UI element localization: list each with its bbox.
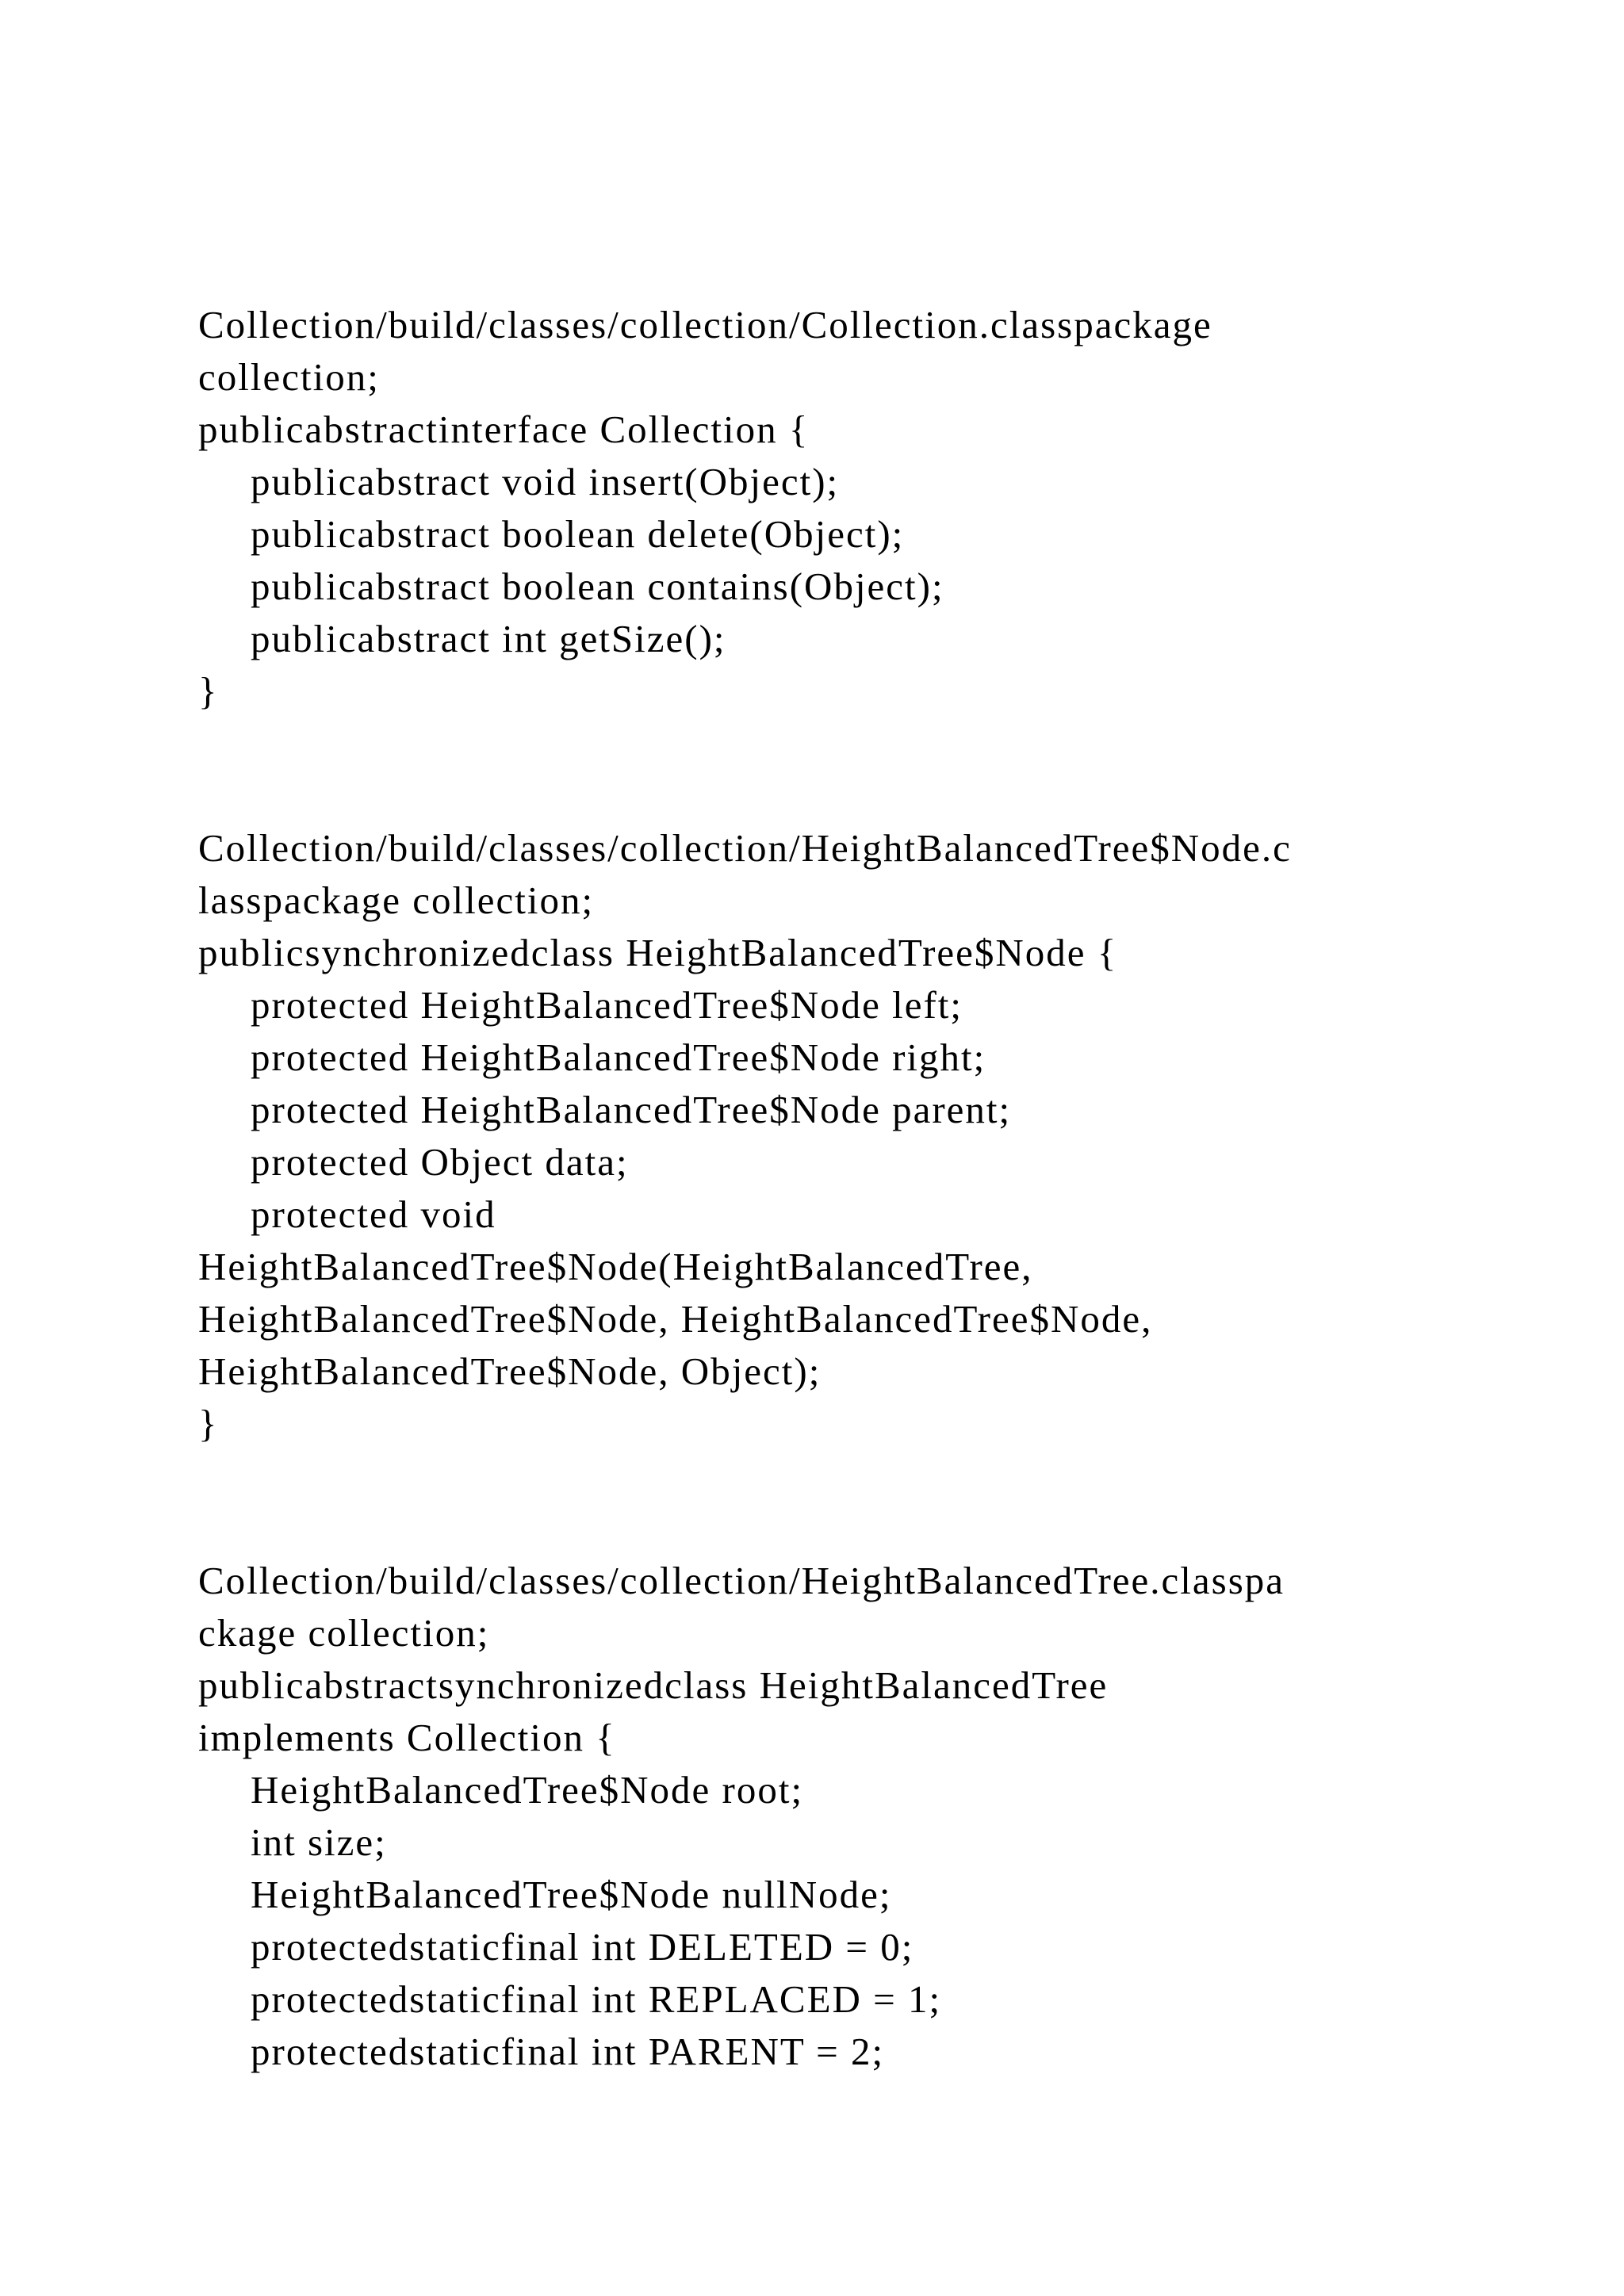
closing-brace-line: } (198, 669, 219, 713)
field-line: protected HeightBalancedTree$Node parent; (251, 1088, 1012, 1131)
height-balanced-tree-class-listing (198, 1555, 1435, 2078)
file-path-line: Collection/build/classes/collection/Collection.classpackage (198, 303, 1212, 346)
file-path-line: Collection/build/classes/collection/HeightBalancedTree.classpa (198, 1559, 1285, 1602)
declaration-line: publicsynchronizedclass HeightBalancedTree$Node { (198, 931, 1118, 974)
method-line: publicabstract void insert(Object); (251, 460, 840, 503)
closing-brace-line: } (198, 1402, 219, 1445)
field-line: HeightBalancedTree$Node root; (251, 1768, 804, 1812)
declaration-line: publicabstractsynchronizedclass HeightBalancedTree (198, 1663, 1109, 1707)
field-line: protected HeightBalancedTree$Node right; (251, 1035, 986, 1079)
constructor-line: HeightBalancedTree$Node, Object); (198, 1349, 822, 1393)
method-line: publicabstract boolean contains(Object); (251, 564, 944, 608)
declaration-line: publicabstractinterface Collection { (198, 408, 810, 451)
package-line: lasspackage collection; (198, 878, 595, 922)
constant-line: protectedstaticfinal int DELETED = 0; (251, 1925, 914, 1969)
declaration-line: implements Collection { (198, 1716, 616, 1759)
method-line: publicabstract boolean delete(Object); (251, 512, 905, 556)
package-line: collection; (198, 355, 380, 399)
field-line: int size; (251, 1820, 387, 1864)
collection-class-listing (198, 299, 1435, 718)
method-line: publicabstract int getSize(); (251, 617, 726, 660)
field-line: HeightBalancedTree$Node nullNode; (251, 1873, 892, 1916)
constructor-line: HeightBalancedTree$Node(HeightBalancedTree, (198, 1245, 1033, 1288)
field-line: protected Object data; (251, 1140, 629, 1184)
constructor-line: HeightBalancedTree$Node, HeightBalancedTree$Node, (198, 1297, 1153, 1341)
constructor-line: protected void (251, 1192, 496, 1236)
node-class-listing (198, 822, 1435, 1450)
package-line: ckage collection; (198, 1611, 490, 1655)
constant-line: protectedstaticfinal int PARENT = 2; (251, 2030, 885, 2073)
file-path-line: Collection/build/classes/collection/HeightBalancedTree$Node.c (198, 826, 1292, 870)
field-line: protected HeightBalancedTree$Node left; (251, 983, 963, 1027)
constant-line: protectedstaticfinal int REPLACED = 1; (251, 1977, 942, 2021)
